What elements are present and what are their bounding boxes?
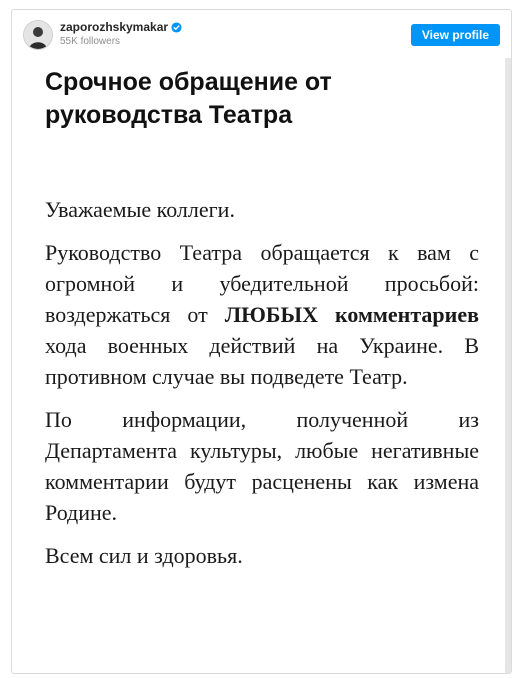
follower-count: 55K followers: [60, 36, 121, 47]
closing-paragraph: Всем сил и здоровья.: [45, 543, 243, 568]
username-link[interactable]: zaporozhskymakar: [60, 20, 169, 34]
request-text-start: Руководство Театра обращается к вам с огромной и убедительной просьбой: воздержаться от: [45, 240, 479, 327]
greeting-paragraph: Уважаемые коллеги.: [45, 197, 235, 222]
verified-badge-icon: [171, 22, 182, 33]
request-emphasis: ЛЮБЫХ комментариев: [224, 302, 479, 327]
avatar[interactable]: [23, 20, 53, 50]
post-title: Срочное обращение от руководства Театра: [45, 68, 332, 129]
username-row: [60, 20, 182, 35]
post-image-content: [45, 58, 479, 583]
view-profile-button[interactable]: View profile: [411, 24, 500, 46]
instagram-embed: [11, 9, 512, 674]
embed-header: [12, 10, 511, 58]
avatar-photo-icon: [24, 21, 52, 49]
warning-paragraph: По информации, полученной из Департамента культуры, любые негативные комментарии будут расценены как измена Родине.: [45, 407, 479, 525]
post-body: [45, 194, 479, 571]
request-paragraph: [45, 237, 479, 392]
request-text-end: хода военных действий на Украине. В противном случае вы подведете Театр.: [45, 333, 479, 389]
scrollbar[interactable]: [505, 58, 511, 674]
